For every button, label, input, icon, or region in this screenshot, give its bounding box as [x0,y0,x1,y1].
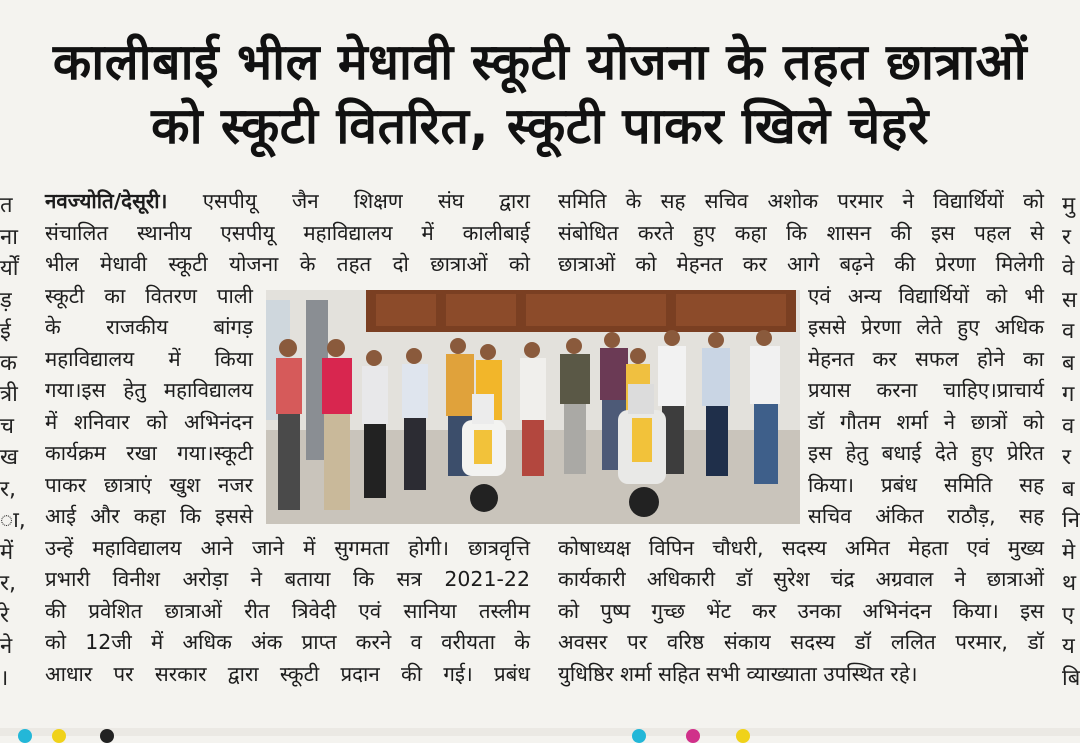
article-line [45,186,530,218]
print-registration-dot [686,729,700,743]
edge-fragment: रे [0,602,9,628]
print-registration-dot [632,729,646,743]
adjacent-article-right-fragment [1062,190,1080,694]
article-line: इस हेतु बधाई देते हुए प्रेरित [808,441,1044,465]
edge-fragment: त्री [0,382,18,407]
edge-fragment: ब [1062,476,1075,502]
edge-fragment: स [1062,287,1077,313]
page-bottom-strip [0,728,1080,736]
article-line: को 12जी में अधिक अंक प्राप्त करने व वरीयता के [45,630,530,654]
article-line: डॉ गौतम शर्मा ने छात्रों को [808,409,1044,434]
edge-fragment: नि [1062,508,1080,533]
edge-fragment: र [1062,224,1071,250]
edge-fragment: व [1062,319,1075,344]
edge-fragment: र्यों [0,256,19,281]
article-line: महाविद्यालय में किया [45,346,253,371]
edge-fragment: । [0,665,9,691]
edge-fragment: थ [1062,571,1077,596]
article-line: में शनिवार को अभिनंदन [45,409,253,434]
dateline: नवज्योति/देसूरी। [45,189,168,213]
article-line: कार्यक्रम रखा गया।स्कूटी [45,441,253,465]
article-line: कोषाध्यक्ष विपिन चौधरी, सदस्य अमित मेहता एवं मुख्य [558,535,1044,560]
edge-fragment: वे [1062,256,1075,281]
article-line: किया। प्रबंध समिति सह [808,472,1044,497]
article-line: अवसर पर वरिष्ठ संकाय सदस्य डॉ ललित परमार, डॉ [558,630,1044,654]
news-photo-illustration [266,290,800,524]
article-line: के राजकीय बांगड़ [45,315,253,339]
article-line: आधार पर सरकार द्वारा स्कूटी प्रदान की गई। प्रबंध [45,661,530,686]
edge-fragment: ब [1062,350,1075,376]
edge-fragment: ा, [0,508,26,533]
article-line: मेहनत कर सफल होने का [808,346,1044,371]
article-line: की प्रवेशित छात्राओं रीत त्रिवेदी एवं सानिया तस्लीम [45,598,530,623]
article-line: आई और कहा कि इससे [45,504,253,528]
article-line: भील मेधावी स्कूटी योजना के तहत दो छात्राओं को [45,252,530,276]
edge-fragment: मे [1062,539,1076,565]
print-registration-dot [52,729,66,743]
article-line: एवं अन्य विद्यार्थियों को भी [808,283,1044,308]
edge-fragment: ने [0,634,13,659]
edge-fragment: र [1062,445,1071,470]
article-line: संबोधित करते हुए कहा कि शासन की इस पहल से [558,220,1044,245]
edge-fragment: ई [0,319,11,344]
edge-fragment: य [1062,634,1075,659]
edge-fragment: क [0,350,17,376]
edge-fragment: र, [0,571,16,596]
article-line: छात्राओं को मेहनत कर आगे बढ़ने की प्रेरणा मिलेगी [558,252,1044,276]
article-line: उन्हें महाविद्यालय आने जाने में सुगमता होगी। छात्रवृत्ति [45,535,530,560]
edge-fragment: ए [1062,602,1075,628]
article-line: को पुष्प गुच्छ भेंट कर उनका अभिनंदन किया। इस [558,598,1044,623]
article-line: संचालित स्थानीय एसपीयू महाविद्यालय में कालीबाई [45,220,530,245]
article-line: कार्यकारी अधिकारी डॉ सुरेश चंद्र अग्रवाल ने छात्राओं [558,567,1044,591]
article-line: इससे प्रेरणा लेते हुए अधिक [808,315,1044,339]
article-line: पाकर छात्राएं खुश नजर [45,472,253,497]
edge-fragment: त [0,193,13,218]
edge-fragment: र, [0,476,16,502]
print-registration-dot [736,729,750,743]
article-line: प्रभारी विनीश अरोड़ा ने बताया कि सत्र 2021-22 [45,567,530,591]
headline-line-1: कालीबाई भील मेधावी स्कूटी योजना के तहत छात्राओं [52,33,1028,91]
previous-page-strip [0,0,1080,8]
article-line: प्रयास करना चाहिए।प्राचार्य [808,378,1044,402]
edge-fragment: बि [1062,665,1080,691]
edge-fragment: ग [1062,382,1075,407]
edge-fragment: में [0,539,14,565]
article-line: स्कूटी का वितरण पाली [45,283,253,308]
print-registration-dot [100,729,114,743]
news-photo [266,290,800,524]
headline-line-2: को स्कूटी वितरित, स्कूटी पाकर खिले चेहरे [151,97,929,155]
adjacent-article-left-fragment [0,190,26,694]
edge-fragment: च [0,413,14,439]
article-line: गया।इस हेतु महाविद्यालय [45,378,253,402]
print-registration-dot [18,729,32,743]
article-line: समिति के सह सचिव अशोक परमार ने विद्यार्थियों को [558,189,1044,213]
edge-fragment: ख [0,445,18,470]
article-line: सचिव अंकित राठौड़, सह [808,504,1044,528]
edge-fragment: ना [0,224,18,250]
article-line: युधिष्ठिर शर्मा सहित सभी व्याख्याता उपस्थित रहे। [558,661,918,686]
edge-fragment: मु [1062,193,1076,218]
article-text: एसपीयू जैन शिक्षण संघ द्वारा [202,189,530,213]
edge-fragment: व [1062,413,1075,439]
edge-fragment: ड़ [0,287,12,313]
